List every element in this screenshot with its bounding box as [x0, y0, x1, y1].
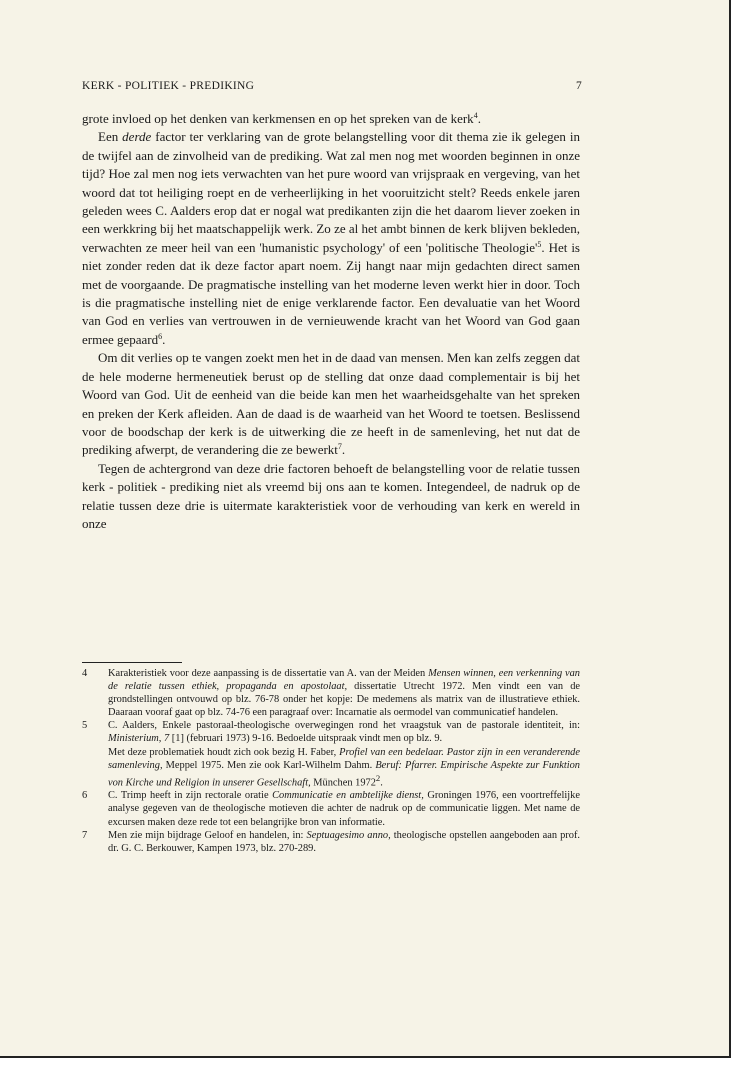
paragraph-3: Om dit verlies op te vangen zoekt men het in de daad van mensen. Men kan zelfs zeggen dat de hele moderne hermeneutiek berust op de stelling dat onze daad complementair is bij het Woord van God. Uit de eenheid van die beide kan men het waarheidsgehalte van het spreken en preken der Kerk afleiden. Aan de daad is de waarheid van het Woord te toetsen. Beslissend voor de boodschap der kerk is de uitwerking die ze heeft in de samenleving, het nut dat de prediking afwerpt, de verandering die ze bewerkt$^7$. [82, 350, 580, 458]
running-title: KERK - POLITIEK - PREDIKING [82, 80, 255, 92]
footnote-6: 6 C. Trimp heeft in zijn rectorale oratie Communicatie en ambtelijke dienst, Groningen 1976, een voortreffelijke analyse gegeven van de theologische motieven die achter de nadruk op de communicatie liggen. Met name de excursen maken deze rede tot een belangrijke bron van informatie. [82, 790, 580, 828]
footnote-number: 5 [82, 720, 88, 732]
running-header [82, 80, 582, 92]
footnotes [82, 667, 580, 855]
footnote-4: 4 Karakteristiek voor deze aanpassing is de dissertatie van A. van der Meiden Mensen winnen, een verkenning van de relatie tussen ethiek, propaganda en apostolaat, dissertatie Utrecht 1972. Men vindt een van de grondstellingen ontvouwd op blz. 76-78 onder het kopje: De medemens als matrix van de illustratieve ethiek. Daaraan vooraf gaat op blz. 74-76 een paragraaf over: Incarnatie als oermodel van communicatief handelen. [82, 668, 581, 719]
paragraph-4: Tegen de achtergrond van deze drie factoren behoeft de belangstelling voor de relatie tussen kerk - politiek - prediking niet als vreemd bij ons aan te komen. Integendeel, de nadruk op de relatie tussen deze drie is uitermate karakteristiek voor de verhouding van kerk en wereld in onze [82, 460, 580, 531]
footnote-7: 7 Men zie mijn bijdrage Geloof en handelen, in: Septuagesimo anno, theologische opstellen aangeboden aan prof. dr. G. C. Berkouwer, Kampen 1973, blz. 270-289. [82, 829, 580, 854]
footnote-number: 4 [82, 668, 88, 679]
footnote-number: 7 [82, 829, 88, 841]
footnote-5: 5 C. Aalders, Enkele pastoraal-theologische overwegingen rond het vraagstuk van de pastorale identiteit, in: Ministerium, 7 [1] (februari 1973) 9-16. Bedoelde uitspraak vindt men op blz. 9. Met deze problematiek houdt zich ook bezig H. Faber, Profiel van een bedelaar. Pastor zijn in een veranderende samenleving, Meppel 1975. Men zie ook Karl-Wilhelm Dahm. Beruf: Pfarrer. Empirische Aspekte zur Funktion von Kirche und Religion in unserer Gesellschaft, München 1972$^2$. [82, 720, 581, 789]
footnote-ref-4: 4 [473, 111, 478, 120]
footnote-ref-7: 7 [337, 442, 342, 452]
body-text [82, 110, 580, 533]
paragraph-2: Een derde factor ter verklaring van de grote belangstelling voor dit thema zie ik gelegen in de twijfel aan de zinvolheid van de prediking. Wat zal men nog met woorden beginnen in onze tijd? Hoe zal men nog iets verwachten van het pure woord van vrijspraak en vergeving, van het woord dat tot heiliging roept en de verheerlijking in het vooruitzicht stelt? Reeds enkele jaren geleden wees C. Aalders erop dat er nogal wat predikanten zijn die het daarom liever zoeken in een werkkring bij het maatschappelijk werk. Zo ze al het ambt binnen de kerk blijven bekleden, verwachten ze meer heil van een 'humanistic psychology' of een 'politische $Theologie'^5$. Het is niet zonder reden dat ik deze factor apart noem. Zij hangt naar mijn gedachten direct samen met de voorgaande. De pragmatische instelling van het moderne leven werkt hier in door. Toch is die pragmatische instelling niet de enige verklarende factor. Een devaluatie van het Woord van God en verlies van vertrouwen in de vernieuwende kracht van het Woord van God gaan ermee gepaard$^6$. [82, 129, 580, 347]
paragraph-1: grote invloed op het denken van kerkmensen en op het spreken van de kerk$^4$. [82, 111, 481, 126]
footnote-rule [82, 662, 182, 663]
footnote-number: 6 [82, 790, 88, 802]
page-number: 7 [575, 80, 582, 92]
footnote-ref-6: 6 [158, 331, 163, 341]
footnote-ref-5: 5 [537, 239, 542, 249]
